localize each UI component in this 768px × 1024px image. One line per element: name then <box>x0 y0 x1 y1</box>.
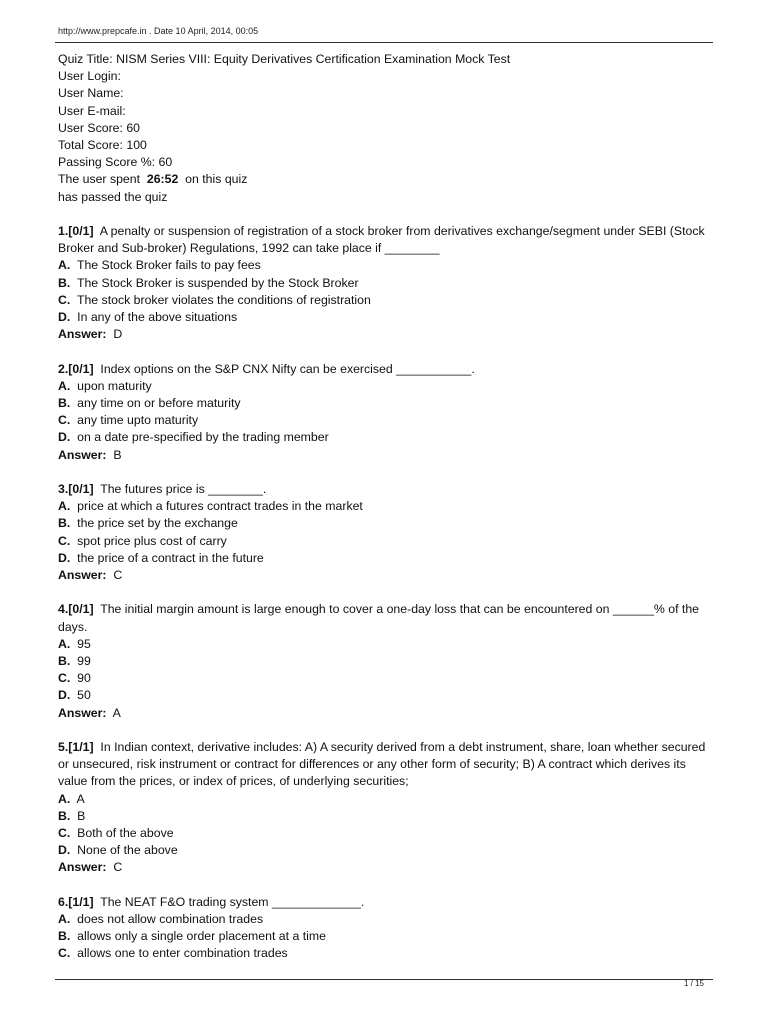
answer-option <box>58 412 718 429</box>
question-header <box>58 601 718 635</box>
quiz-result: has passed the quiz <box>58 189 168 204</box>
option-letter: A. <box>58 378 71 393</box>
time-spent: 26:52 <box>146 172 179 187</box>
option-letter: C. <box>58 946 71 961</box>
question-header <box>58 223 718 257</box>
option-letter: A. <box>58 499 71 514</box>
option-letter: D. <box>58 310 71 325</box>
quiz-title-line <box>58 51 718 68</box>
question-text: The NEAT F&O trading system _____________. <box>100 894 365 909</box>
correct-answer <box>58 859 718 876</box>
answer-label: Answer: <box>58 568 107 583</box>
answer-option <box>58 653 718 670</box>
answer-option <box>58 928 718 945</box>
answer-option <box>58 533 718 550</box>
user-email: User E-mail: <box>58 103 126 118</box>
question-header <box>58 481 718 498</box>
answer-value: C <box>113 860 123 875</box>
answer-option <box>58 791 718 808</box>
option-text: allows one to enter combination trades <box>77 946 288 961</box>
question-score: [0/1] <box>68 602 94 617</box>
option-text: does not allow combination trades <box>77 912 264 927</box>
answer-option <box>58 550 718 567</box>
answer-option <box>58 257 718 274</box>
answer-label: Answer: <box>58 447 107 462</box>
option-letter: D. <box>58 688 71 703</box>
correct-answer <box>58 705 718 722</box>
option-letter: A. <box>58 912 71 927</box>
answer-option <box>58 498 718 515</box>
option-letter: A. <box>58 636 71 651</box>
question-number: 6. <box>58 894 69 909</box>
question-header <box>58 894 718 911</box>
option-text: 95 <box>77 636 91 651</box>
option-letter: B. <box>58 654 71 669</box>
option-text: price at which a futures contract trades in the market <box>77 499 363 514</box>
option-text: The Stock Broker is suspended by the Stock Broker <box>76 275 359 290</box>
answer-option <box>58 378 718 395</box>
user-score-line <box>58 120 718 137</box>
question-number: 3. <box>58 482 69 497</box>
answer-option <box>58 515 718 532</box>
question-block <box>58 739 718 877</box>
time-spent-suffix: on this quiz <box>185 172 248 187</box>
option-letter: C. <box>58 413 71 428</box>
question-list <box>58 223 718 963</box>
option-text: 90 <box>77 671 91 686</box>
question-score: [0/1] <box>68 224 94 239</box>
answer-option <box>58 429 718 446</box>
question-text: In Indian context, derivative includes: A) A security derived from a debt instrument, share, loan whether secured or unsecured, risk instrument or contract for differences or any other form of security; B) A contract which derives its value from the prices, or index of prices, of underlying securities; <box>58 740 706 789</box>
correct-answer <box>58 567 718 584</box>
answer-option <box>58 808 718 825</box>
option-letter: C. <box>58 533 71 548</box>
answer-label: Answer: <box>58 705 107 720</box>
option-text: the price set by the exchange <box>77 516 238 531</box>
option-text: on a date pre-specified by the trading member <box>77 430 329 445</box>
user-login: User Login: <box>58 69 121 84</box>
question-text: A penalty or suspension of registration of a stock broker from derivatives exchange/segment under SEBI (Stock Broker and Sub-broker) Regulations, 1992 can take place if ________ <box>58 224 705 256</box>
question-number: 1. <box>58 224 69 239</box>
answer-label: Answer: <box>58 860 107 875</box>
page-number: 1 / 15 <box>683 979 704 988</box>
passing-score-line <box>58 154 718 171</box>
question-score: [1/1] <box>68 740 94 755</box>
option-letter: D. <box>58 550 71 565</box>
question-block <box>58 481 718 584</box>
option-text: In any of the above situations <box>77 310 238 325</box>
total-score-line <box>58 137 718 154</box>
passing-score: 60 <box>158 155 173 170</box>
total-score: 100 <box>126 138 147 153</box>
answer-option <box>58 636 718 653</box>
answer-option <box>58 842 718 859</box>
option-text: spot price plus cost of carry <box>77 533 227 548</box>
option-letter: C. <box>58 671 71 686</box>
answer-option <box>58 945 718 962</box>
question-score: [1/1] <box>68 894 94 909</box>
answer-value: A <box>112 705 121 720</box>
question-text: Index options on the S&P CNX Nifty can be exercised ___________. <box>100 361 475 376</box>
question-header <box>58 361 718 378</box>
user-score-label: User Score: <box>58 120 123 135</box>
option-text: The stock broker violates the conditions of registration <box>76 292 371 307</box>
question-score: [0/1] <box>68 482 94 497</box>
correct-answer <box>58 447 718 464</box>
question-block <box>58 894 718 963</box>
answer-value: D <box>113 327 123 342</box>
total-score-label: Total Score: <box>58 138 123 153</box>
user-name: User Name: <box>58 86 124 101</box>
option-text: The Stock Broker fails to pay fees <box>76 258 261 273</box>
quiz-title: NISM Series VIII: Equity Derivatives Certification Examination Mock Test <box>116 52 511 66</box>
answer-value: B <box>113 447 122 462</box>
document-body <box>58 51 718 980</box>
answer-option <box>58 395 718 412</box>
option-letter: B. <box>58 275 71 290</box>
question-text: The futures price is ________. <box>100 482 267 497</box>
option-text: B <box>77 808 86 823</box>
answer-option <box>58 825 718 842</box>
option-text: A <box>76 791 85 806</box>
option-letter: A. <box>58 258 71 273</box>
option-text: upon maturity <box>77 378 152 393</box>
option-text: any time upto maturity <box>77 413 199 428</box>
option-letter: C. <box>58 826 71 841</box>
option-letter: B. <box>58 808 71 823</box>
option-text: Both of the above <box>77 826 174 841</box>
question-number: 5. <box>58 740 69 755</box>
answer-option <box>58 275 718 292</box>
option-text: None of the above <box>77 843 178 858</box>
answer-option <box>58 687 718 704</box>
question-score: [0/1] <box>68 361 94 376</box>
answer-option <box>58 309 718 326</box>
answer-option <box>58 292 718 309</box>
page-header: http://www.prepcafe.in . Date 10 April, 2014, 00:05 <box>58 26 259 36</box>
time-spent-line <box>58 171 718 188</box>
option-letter: B. <box>58 516 71 531</box>
passing-score-label: Passing Score %: <box>58 155 156 170</box>
option-text: 99 <box>77 654 91 669</box>
option-text: 50 <box>77 688 91 703</box>
answer-option <box>58 911 718 928</box>
option-letter: C. <box>58 292 71 307</box>
user-score: 60 <box>126 120 141 135</box>
question-number: 2. <box>58 361 69 376</box>
answer-option <box>58 670 718 687</box>
time-spent-prefix: The user spent <box>58 172 141 187</box>
question-number: 4. <box>58 602 69 617</box>
option-letter: A. <box>58 791 71 806</box>
question-text: The initial margin amount is large enough to cover a one-day loss that can be encountered on ______% of the days. <box>58 602 700 634</box>
question-block <box>58 361 718 464</box>
option-letter: D. <box>58 430 71 445</box>
option-text: allows only a single order placement at a time <box>77 929 326 944</box>
option-letter: B. <box>58 396 71 411</box>
answer-value: C <box>113 568 123 583</box>
question-block <box>58 601 718 721</box>
correct-answer <box>58 326 718 343</box>
question-block <box>58 223 718 343</box>
spacer <box>58 206 718 223</box>
footer-rule <box>55 979 713 980</box>
option-text: the price of a contract in the future <box>77 550 264 565</box>
header-rule <box>55 42 713 43</box>
option-letter: B. <box>58 929 71 944</box>
option-letter: D. <box>58 843 71 858</box>
quiz-title-label: Quiz Title: <box>58 52 113 66</box>
question-header <box>58 739 718 791</box>
answer-label: Answer: <box>58 327 107 342</box>
option-text: any time on or before maturity <box>77 396 241 411</box>
